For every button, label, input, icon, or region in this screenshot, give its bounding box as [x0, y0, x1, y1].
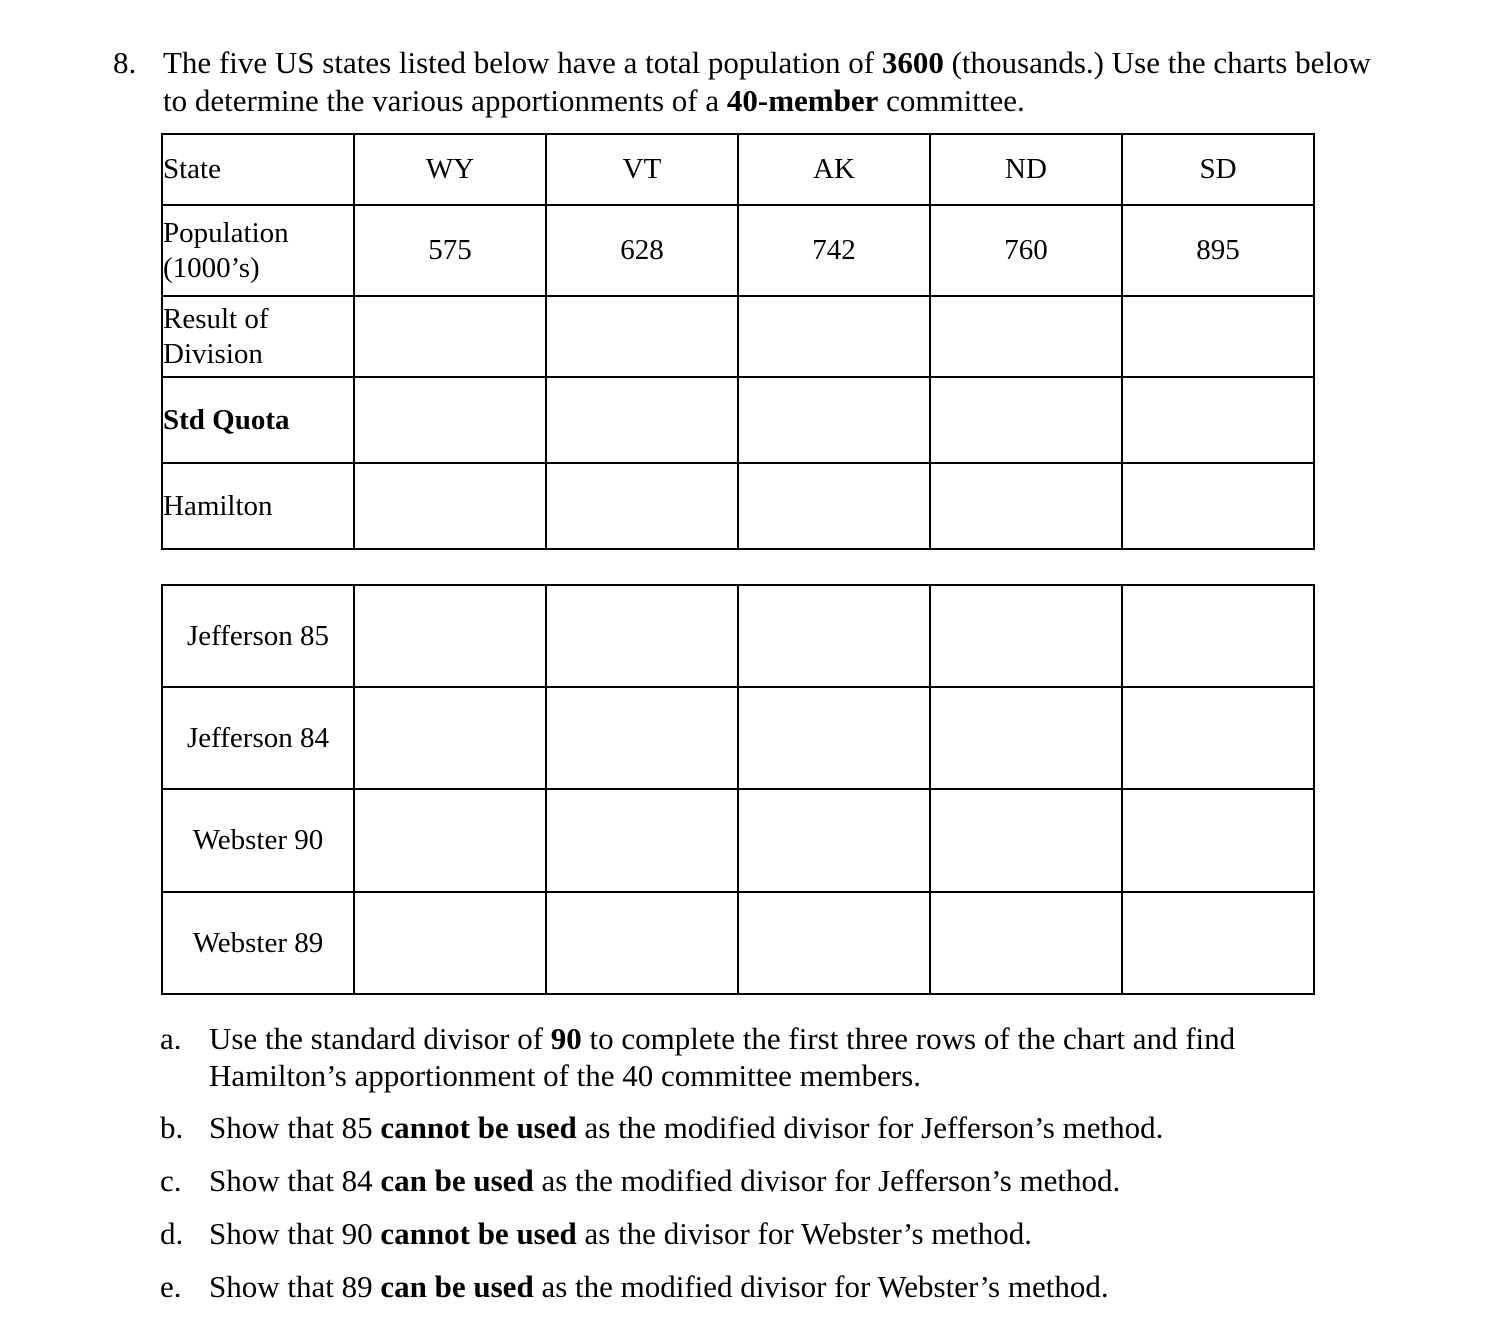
blank-cell: [1122, 377, 1314, 463]
population-row: [162, 205, 1314, 296]
blank-cell: [930, 892, 1122, 994]
blank-cell: [930, 687, 1122, 789]
population-nd: 760: [930, 205, 1122, 296]
committee-size: 40-member: [726, 83, 879, 118]
blank-cell: [546, 687, 738, 789]
blank-cell: [930, 463, 1122, 549]
blank-cell: [546, 892, 738, 994]
blank-cell: [738, 892, 930, 994]
hamilton-row: [162, 463, 1314, 549]
blank-cell: [354, 892, 546, 994]
blank-cell: [1122, 296, 1314, 377]
blank-cell: [354, 687, 546, 789]
part-d: d. Show that 90 cannot be used as the divisor for Webster’s method.: [160, 1216, 1033, 1251]
population-ak: 742: [738, 205, 930, 296]
part-c: c. Show that 84 can be used as the modified divisor for Jefferson’s method.: [160, 1163, 1121, 1198]
division-label: Result of Division: [162, 296, 354, 377]
blank-cell: [930, 296, 1122, 377]
blank-cell: [354, 296, 546, 377]
state-header-row: [162, 134, 1314, 205]
apportionment-table: [161, 133, 1315, 550]
population-wy: 575: [354, 205, 546, 296]
std-quota-label: Std Quota: [162, 377, 354, 463]
jefferson-85-row: [162, 585, 1314, 687]
division-row: [162, 296, 1314, 377]
blank-cell: [546, 789, 738, 892]
blank-cell: [738, 377, 930, 463]
question-text: The five US states listed below have a total population of 3600 (thousands.) Use the charts below to determine the various apportionments of a 40-member committee.: [163, 45, 1371, 118]
question-8: [113, 44, 1373, 120]
population-label: Population (1000’s): [162, 205, 354, 296]
blank-cell: [1122, 463, 1314, 549]
hamilton-label: Hamilton: [162, 463, 354, 549]
blank-cell: [546, 585, 738, 687]
modified-divisor-table: [161, 584, 1315, 995]
blank-cell: [1122, 892, 1314, 994]
state-sd: SD: [1122, 134, 1314, 205]
question-number: 8.: [113, 45, 137, 80]
part-e: e. Show that 89 can be used as the modified divisor for Webster’s method.: [160, 1269, 1109, 1304]
part-b: b. Show that 85 cannot be used as the modified divisor for Jefferson’s method.: [160, 1110, 1164, 1145]
blank-cell: [738, 296, 930, 377]
blank-cell: [546, 463, 738, 549]
blank-cell: [930, 789, 1122, 892]
state-vt: VT: [546, 134, 738, 205]
webster-89-row: [162, 892, 1314, 994]
std-quota-row: [162, 377, 1314, 463]
blank-cell: [930, 377, 1122, 463]
blank-cell: [930, 585, 1122, 687]
blank-cell: [354, 585, 546, 687]
total-population: 3600: [881, 45, 944, 80]
blank-cell: [354, 463, 546, 549]
jefferson-84-label: Jefferson 84: [162, 687, 354, 789]
blank-cell: [738, 463, 930, 549]
population-vt: 628: [546, 205, 738, 296]
blank-cell: [1122, 585, 1314, 687]
blank-cell: [738, 789, 930, 892]
blank-cell: [546, 296, 738, 377]
jefferson-84-row: [162, 687, 1314, 789]
state-label: State: [162, 134, 354, 205]
blank-cell: [738, 585, 930, 687]
webster-90-label: Webster 90: [162, 789, 354, 892]
state-wy: WY: [354, 134, 546, 205]
blank-cell: [1122, 687, 1314, 789]
jefferson-85-label: Jefferson 85: [162, 585, 354, 687]
blank-cell: [354, 377, 546, 463]
blank-cell: [354, 789, 546, 892]
blank-cell: [1122, 789, 1314, 892]
webster-90-row: [162, 789, 1314, 892]
blank-cell: [546, 377, 738, 463]
state-ak: AK: [738, 134, 930, 205]
state-nd: ND: [930, 134, 1122, 205]
blank-cell: [738, 687, 930, 789]
population-sd: 895: [1122, 205, 1314, 296]
part-a: a. Use the standard divisor of 90 to complete the first three rows of the chart and find Hamilton’s apportionment of the 40 committee members.: [160, 1021, 1236, 1093]
webster-89-label: Webster 89: [162, 892, 354, 994]
